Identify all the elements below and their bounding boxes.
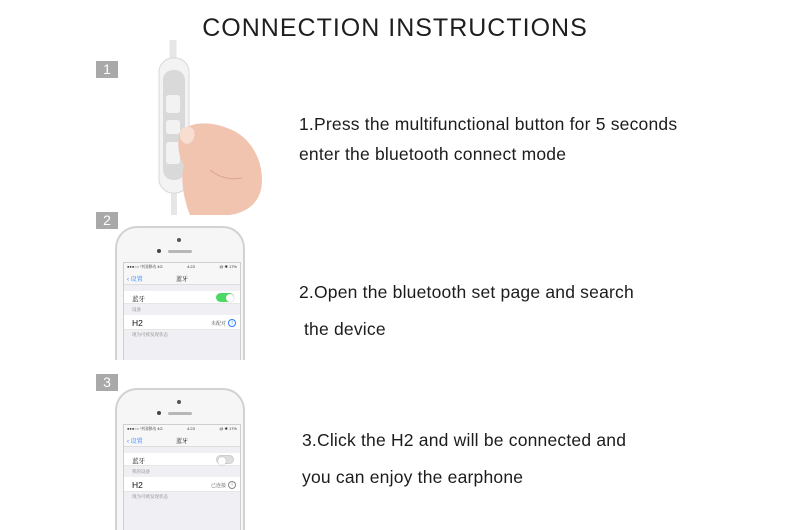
phone-screen — [123, 262, 241, 360]
section-label: 我的设备 — [132, 469, 150, 474]
instruction-line: 2.Open the bluetooth set page and search — [299, 282, 634, 302]
earphone-remote-illustration — [150, 40, 270, 215]
discoverable-note: 现为可被发现状态 — [132, 494, 168, 499]
step-number-badge: 1 — [96, 61, 118, 78]
instruction-line: the device — [304, 319, 386, 339]
info-icon[interactable]: i — [228, 481, 236, 489]
bluetooth-toggle[interactable] — [216, 455, 234, 464]
bluetooth-toggle[interactable] — [216, 293, 234, 302]
device-status: 未配对 — [210, 321, 226, 327]
status-bar: ●●●○○ 中国移动 4G 4:23 @ ✱ 17% — [124, 425, 240, 433]
instruction-line: enter the bluetooth connect mode — [299, 144, 567, 164]
nav-bar — [124, 271, 240, 285]
instruction-line: you can enjoy the earphone — [302, 467, 524, 487]
bluetooth-row: 蓝牙 — [124, 291, 240, 304]
device-name: H2 — [132, 480, 143, 490]
device-name: H2 — [132, 318, 143, 328]
nav-title: 蓝牙 — [175, 277, 188, 283]
status-bar: ●●●○○ 中国移动 4G 4:23 @ ✱ 17% — [124, 263, 240, 271]
speaker-icon — [168, 412, 192, 415]
page-title: CONNECTION INSTRUCTIONS — [202, 14, 588, 42]
phone-screen — [123, 424, 241, 530]
nav-title: 蓝牙 — [175, 439, 188, 445]
discoverable-note: 现为可被发现状态 — [132, 332, 168, 337]
speaker-icon — [168, 250, 192, 253]
instruction-line: 3.Click the H2 and will be connected and — [302, 430, 627, 450]
instruction-line: 1.Press the multifunctional button for 5 seconds — [299, 114, 678, 134]
nav-bar — [124, 433, 240, 447]
step-number-badge: 3 — [96, 374, 118, 391]
device-row[interactable] — [124, 477, 240, 492]
device-status: 已连接 — [210, 483, 226, 489]
section-label: 设备 — [132, 307, 141, 312]
camera-icon — [177, 400, 181, 404]
device-row[interactable] — [124, 315, 240, 330]
phone-illustration — [115, 388, 245, 530]
back-button[interactable]: ‹ 设置 — [127, 439, 143, 445]
camera-icon — [177, 238, 181, 242]
info-icon[interactable]: i — [228, 319, 236, 327]
bluetooth-row: 蓝牙 — [124, 453, 240, 466]
phone-illustration — [115, 226, 245, 360]
step-number-badge: 2 — [96, 212, 118, 229]
back-button[interactable]: ‹ 设置 — [127, 277, 143, 283]
